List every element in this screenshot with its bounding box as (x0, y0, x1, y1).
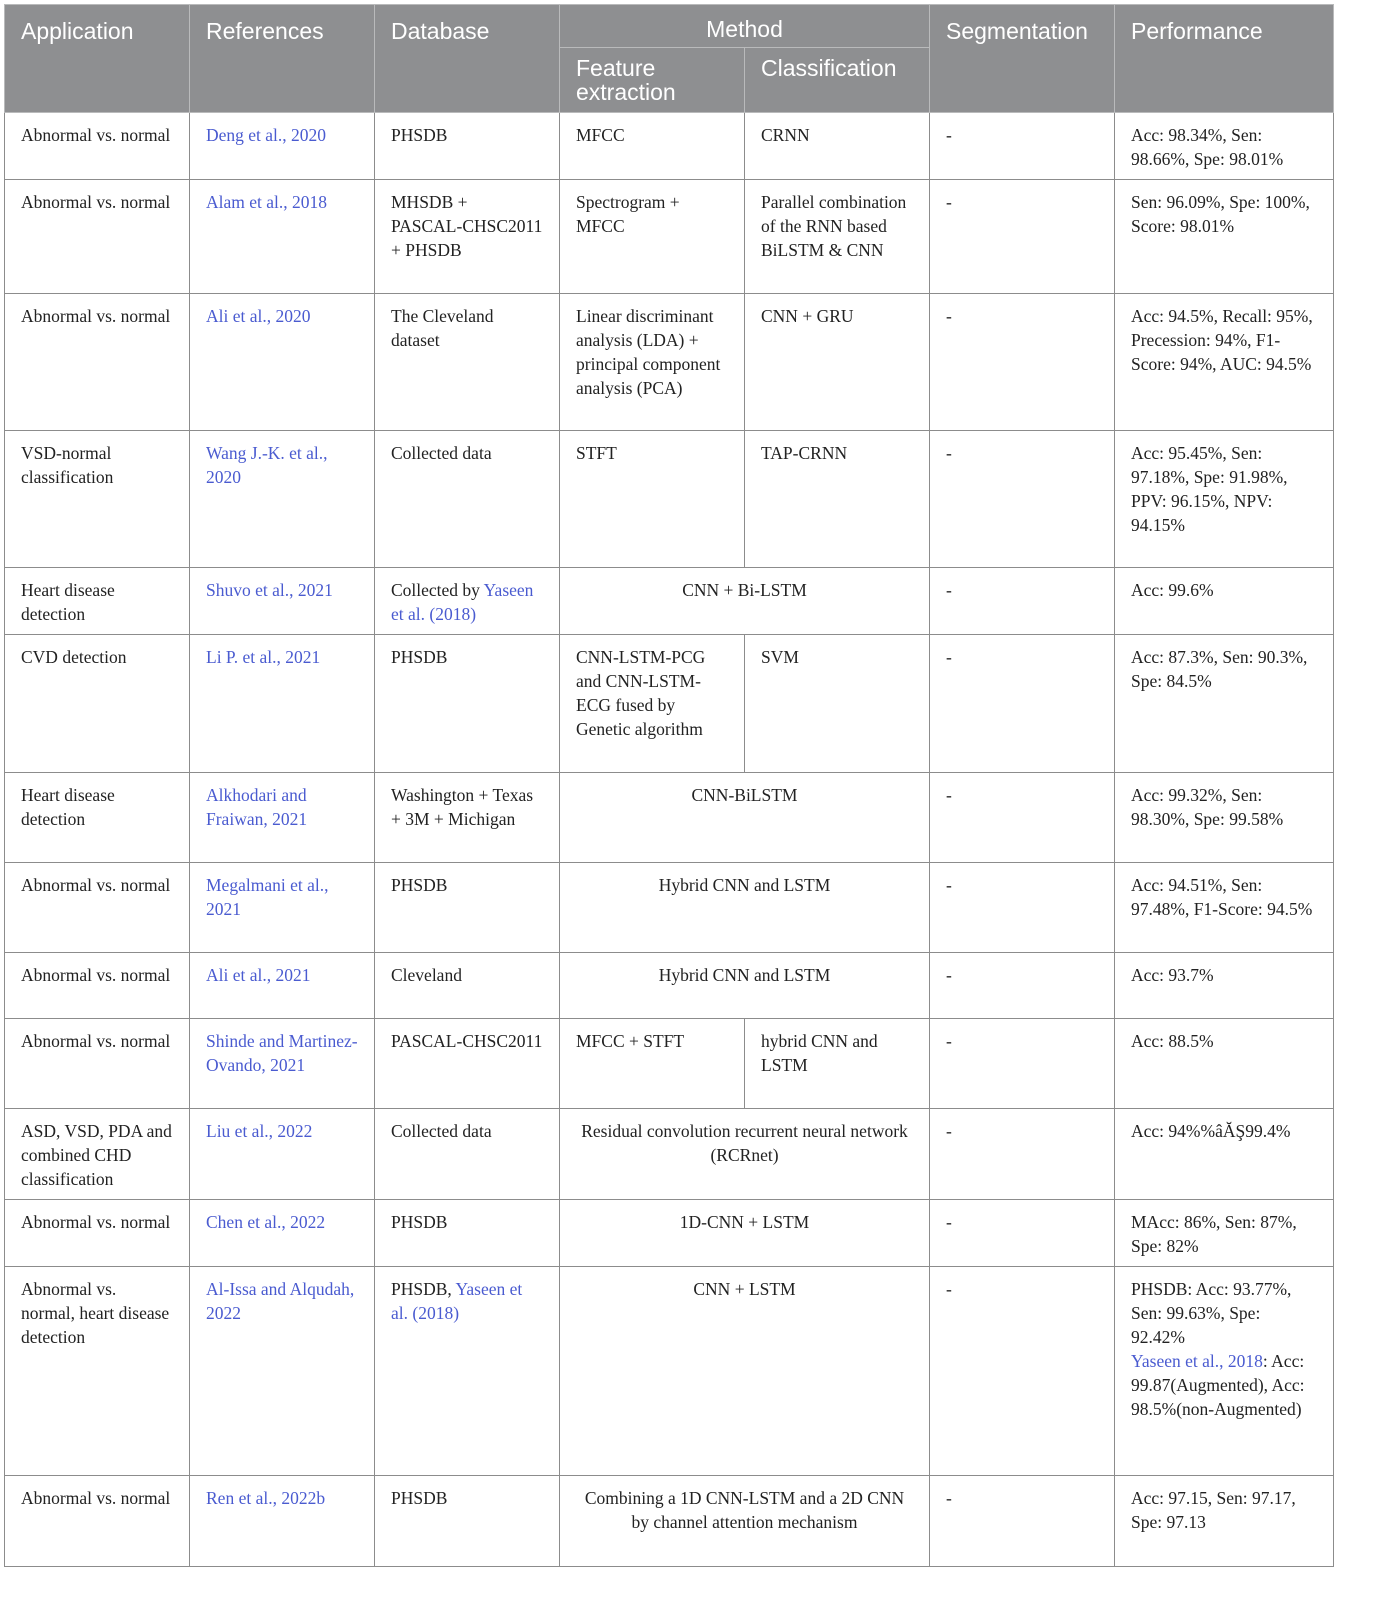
cell-segmentation: - (930, 953, 1115, 1019)
cell-application: Abnormal vs. normal (5, 953, 190, 1019)
cell-performance: Sen: 96.09%, Spe: 100%, Score: 98.01% (1115, 180, 1334, 294)
table-row (5, 953, 1334, 1019)
header-application: Application (5, 5, 190, 113)
table-row (5, 773, 1334, 863)
cell-application: Abnormal vs. normal, heart disease detection (5, 1267, 190, 1476)
cell-database: PHSDB (375, 635, 560, 773)
cell-method: CNN + LSTM (560, 1267, 930, 1476)
cell-classification: SVM (745, 635, 930, 773)
cell-classification: Parallel combination of the RNN based BiLSTM & CNN (745, 180, 930, 294)
database-text: Collected by (391, 580, 484, 600)
performance-text: : Acc: 99.87(Augmented), Acc: 98.5%(non-Augmented) (1131, 1351, 1305, 1419)
cell-application: ASD, VSD, PDA and combined CHD classification (5, 1109, 190, 1200)
cell-segmentation: - (930, 1109, 1115, 1200)
cell-method: Hybrid CNN and LSTM (560, 953, 930, 1019)
methods-table (4, 4, 1334, 1567)
cell-feature-extraction: MFCC (560, 113, 745, 180)
cell-application: Abnormal vs. normal (5, 1200, 190, 1267)
table-row (5, 113, 1334, 180)
cell-application: Abnormal vs. normal (5, 113, 190, 180)
reference-link[interactable]: Wang J.-K. et al., 2020 (190, 431, 375, 568)
database-text: PHSDB, (391, 1279, 456, 1299)
header-feature-extraction: Feature extraction (560, 48, 745, 113)
cell-method: Combining a 1D CNN-LSTM and a 2D CNN by channel attention mechanism (560, 1476, 930, 1567)
cell-feature-extraction: MFCC + STFT (560, 1019, 745, 1109)
reference-link[interactable]: Ren et al., 2022b (190, 1476, 375, 1567)
reference-link[interactable]: Chen et al., 2022 (190, 1200, 375, 1267)
database-reference-link[interactable]: Yaseen et al. (2018) (391, 1279, 523, 1323)
cell-segmentation: - (930, 1267, 1115, 1476)
cell-application: Abnormal vs. normal (5, 1476, 190, 1567)
cell-database: PHSDB (375, 1200, 560, 1267)
cell-method: Hybrid CNN and LSTM (560, 863, 930, 953)
reference-link[interactable]: Ali et al., 2020 (190, 294, 375, 431)
cell-segmentation: - (930, 773, 1115, 863)
table-row (5, 1109, 1334, 1200)
cell-performance: Acc: 94%%âĂŞ99.4% (1115, 1109, 1334, 1200)
cell-performance (1115, 1267, 1334, 1476)
table-row (5, 1200, 1334, 1267)
cell-segmentation: - (930, 1200, 1115, 1267)
cell-database: Washington + Texas + 3M + Michigan (375, 773, 560, 863)
cell-segmentation: - (930, 1476, 1115, 1567)
cell-application: Heart disease detection (5, 568, 190, 635)
cell-performance: Acc: 93.7% (1115, 953, 1334, 1019)
reference-link[interactable]: Megalmani et al., 2021 (190, 863, 375, 953)
table-row (5, 568, 1334, 635)
reference-link[interactable]: Deng et al., 2020 (190, 113, 375, 180)
reference-link[interactable]: Li P. et al., 2021 (190, 635, 375, 773)
cell-database: Collected data (375, 431, 560, 568)
cell-database: Cleveland (375, 953, 560, 1019)
table-row (5, 294, 1334, 431)
cell-classification: CNN + GRU (745, 294, 930, 431)
cell-feature-extraction: Linear discriminant analysis (LDA) + principal component analysis (PCA) (560, 294, 745, 431)
cell-segmentation: - (930, 1019, 1115, 1109)
cell-classification: TAP-CRNN (745, 431, 930, 568)
cell-method: CNN-BiLSTM (560, 773, 930, 863)
reference-link[interactable]: Liu et al., 2022 (190, 1109, 375, 1200)
cell-classification: CRNN (745, 113, 930, 180)
cell-application: Abnormal vs. normal (5, 180, 190, 294)
cell-method: CNN + Bi-LSTM (560, 568, 930, 635)
cell-database: The Cleveland dataset (375, 294, 560, 431)
cell-performance: Acc: 97.15, Sen: 97.17, Spe: 97.13 (1115, 1476, 1334, 1567)
table-row (5, 1267, 1334, 1476)
cell-segmentation: - (930, 635, 1115, 773)
cell-database (375, 568, 560, 635)
cell-performance: Acc: 95.45%, Sen: 97.18%, Spe: 91.98%, PPV: 96.15%, NPV: 94.15% (1115, 431, 1334, 568)
header-row (5, 5, 1334, 48)
reference-link[interactable]: Shuvo et al., 2021 (190, 568, 375, 635)
cell-method: 1D-CNN + LSTM (560, 1200, 930, 1267)
cell-segmentation: - (930, 568, 1115, 635)
cell-application: Abnormal vs. normal (5, 863, 190, 953)
header-classification: Classification (745, 48, 930, 113)
cell-performance: Acc: 87.3%, Sen: 90.3%, Spe: 84.5% (1115, 635, 1334, 773)
cell-feature-extraction: CNN-LSTM-PCG and CNN-LSTM-ECG fused by Genetic algorithm (560, 635, 745, 773)
table-row (5, 863, 1334, 953)
database-reference-link[interactable]: Yaseen et al. (2018) (391, 580, 534, 624)
cell-feature-extraction: STFT (560, 431, 745, 568)
cell-database: Collected data (375, 1109, 560, 1200)
cell-performance: MAcc: 86%, Sen: 87%, Spe: 82% (1115, 1200, 1334, 1267)
reference-link[interactable]: Shinde and Martinez-Ovando, 2021 (190, 1019, 375, 1109)
cell-method: Residual convolution recurrent neural network (RCRnet) (560, 1109, 930, 1200)
cell-application: Heart disease detection (5, 773, 190, 863)
cell-application: Abnormal vs. normal (5, 1019, 190, 1109)
cell-segmentation: - (930, 863, 1115, 953)
cell-segmentation: - (930, 431, 1115, 568)
cell-segmentation: - (930, 294, 1115, 431)
cell-application: VSD-normal classification (5, 431, 190, 568)
cell-database: MHSDB + PASCAL-CHSC2011 + PHSDB (375, 180, 560, 294)
table-row (5, 180, 1334, 294)
cell-performance: Acc: 88.5% (1115, 1019, 1334, 1109)
table-row (5, 431, 1334, 568)
header-references: References (190, 5, 375, 113)
cell-performance: Acc: 98.34%, Sen: 98.66%, Spe: 98.01% (1115, 113, 1334, 180)
header-method: Method (560, 5, 930, 48)
cell-application: Abnormal vs. normal (5, 294, 190, 431)
cell-performance: Acc: 94.5%, Recall: 95%, Precession: 94%, F1-Score: 94%, AUC: 94.5% (1115, 294, 1334, 431)
cell-database: PASCAL-CHSC2011 (375, 1019, 560, 1109)
cell-performance: Acc: 99.6% (1115, 568, 1334, 635)
cell-performance: Acc: 94.51%, Sen: 97.48%, F1-Score: 94.5% (1115, 863, 1334, 953)
table-row (5, 1019, 1334, 1109)
cell-segmentation: - (930, 180, 1115, 294)
reference-link[interactable]: Al-Issa and Alqudah, 2022 (190, 1267, 375, 1476)
cell-database: PHSDB (375, 113, 560, 180)
cell-segmentation: - (930, 113, 1115, 180)
cell-database: PHSDB (375, 863, 560, 953)
table-row (5, 635, 1334, 773)
performance-reference-link[interactable]: Yaseen et al., 2018 (1131, 1351, 1263, 1371)
table-row (5, 1476, 1334, 1567)
cell-application: CVD detection (5, 635, 190, 773)
header-segmentation: Segmentation (930, 5, 1115, 113)
cell-feature-extraction: Spectrogram + MFCC (560, 180, 745, 294)
cell-database (375, 1267, 560, 1476)
reference-link[interactable]: Ali et al., 2021 (190, 953, 375, 1019)
reference-link[interactable]: Alam et al., 2018 (190, 180, 375, 294)
table-container (4, 4, 1334, 1567)
header-database: Database (375, 5, 560, 113)
reference-link[interactable]: Alkhodari and Fraiwan, 2021 (190, 773, 375, 863)
performance-text: PHSDB: Acc: 93.77%, Sen: 99.63%, Spe: 92.42% (1131, 1279, 1292, 1347)
cell-performance: Acc: 99.32%, Sen: 98.30%, Spe: 99.58% (1115, 773, 1334, 863)
header-performance: Performance (1115, 5, 1334, 113)
cell-database: PHSDB (375, 1476, 560, 1567)
cell-classification: hybrid CNN and LSTM (745, 1019, 930, 1109)
